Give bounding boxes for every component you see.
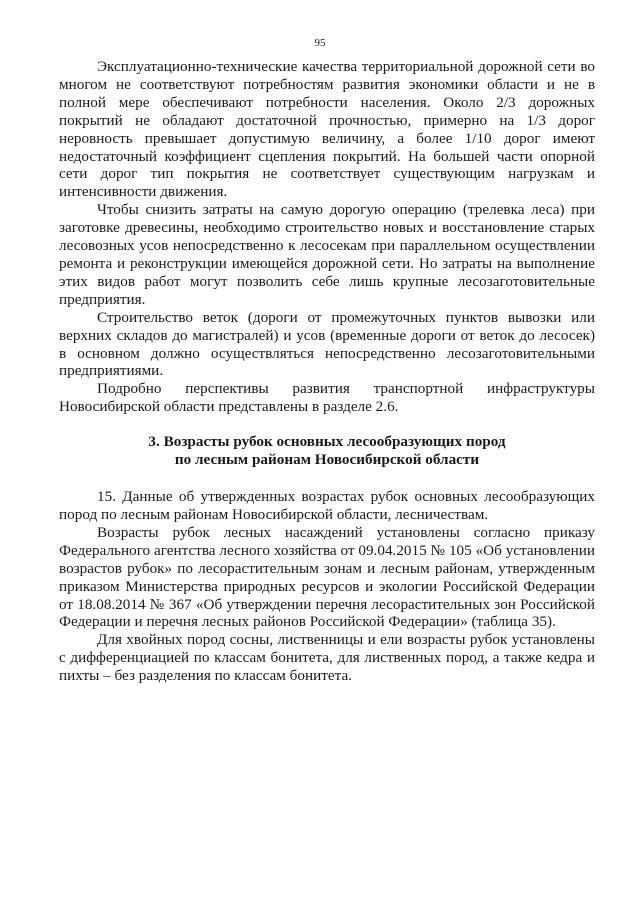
- paragraph-item-15: 15. Данные об утвержденных возрастах рубок основных лесообразующих пород по лесным районам Новосибирской области, лесничествам.: [59, 488, 595, 524]
- document-body: [59, 58, 595, 685]
- paragraph-transport-reference: Подробно перспективы развития транспортной инфраструктуры Новосибирской области представлены в разделе 2.6.: [59, 380, 595, 416]
- paragraph-branch-roads: Строительство веток (дороги от промежуточных пунктов вывозки или верхних складов до магистралей) и усов (временные дороги от веток до лесосек) в основном должно осуществляться непосредственно лесозаготовительными предприятиями.: [59, 308, 595, 380]
- paragraph-harvesting-costs: Чтобы снизить затраты на самую дорогую операцию (трелевка леса) при заготовке древесины, необходимо строительство новых и восстановление старых лесовозных усов непосредственно к лесосекам при параллельном осуществлении ремонта и реконструкции имеющейся дорожной сети. Но затраты на выполнение этих видов работ могут позволить себе лишь крупные лесозаготовительные предприятия.: [59, 201, 595, 308]
- paragraph-felling-ages-order: Возрасты рубок лесных насаждений установлены согласно приказу Федерального агентства лесного хозяйства от 09.04.2015 № 105 «Об установлении возрастов рубок» по лесорастительным зонам и лесным районам, утвержденным приказом Министерства природных ресурсов и экологии Российской Федерации от 18.08.2014 № 367 «Об утверждении перечня лесорастительных зон Российской Федерации и перечня лесных районов Российской Федерации» (таблица 35).: [59, 523, 595, 631]
- paragraph-road-quality: Эксплуатационно-технические качества территориальной дорожной сети во многом не соответствуют потребностям развития экономики области и не в полной мере обеспечивают потребности населения. Около 2/3 дорожных покрытий не обладают достаточной прочностью, примерно на 1/3 дорог неровность превышает допустимую величину, а более 1/10 дорог имеют недостаточный коэффициент сцепления покрытий. На большей части опорной сети дорог тип покрытия не соответствует существующим нагрузкам и интенсивности движения.: [59, 58, 595, 201]
- page-number: 95: [314, 37, 326, 49]
- section-heading-line-2: по лесным районам Новосибирской области: [174, 451, 480, 469]
- section-heading-line-1: 3. Возрасты рубок основных лесообразующих пород: [148, 433, 506, 451]
- section-heading: [59, 433, 595, 469]
- paragraph-conifer-differentiation: Для хвойных пород сосны, лиственницы и ели возрасты рубок установлены с дифференциацией по классам бонитета, для лиственных пород, а также кедра и пихты – без разделения по классам бонитета.: [59, 631, 595, 685]
